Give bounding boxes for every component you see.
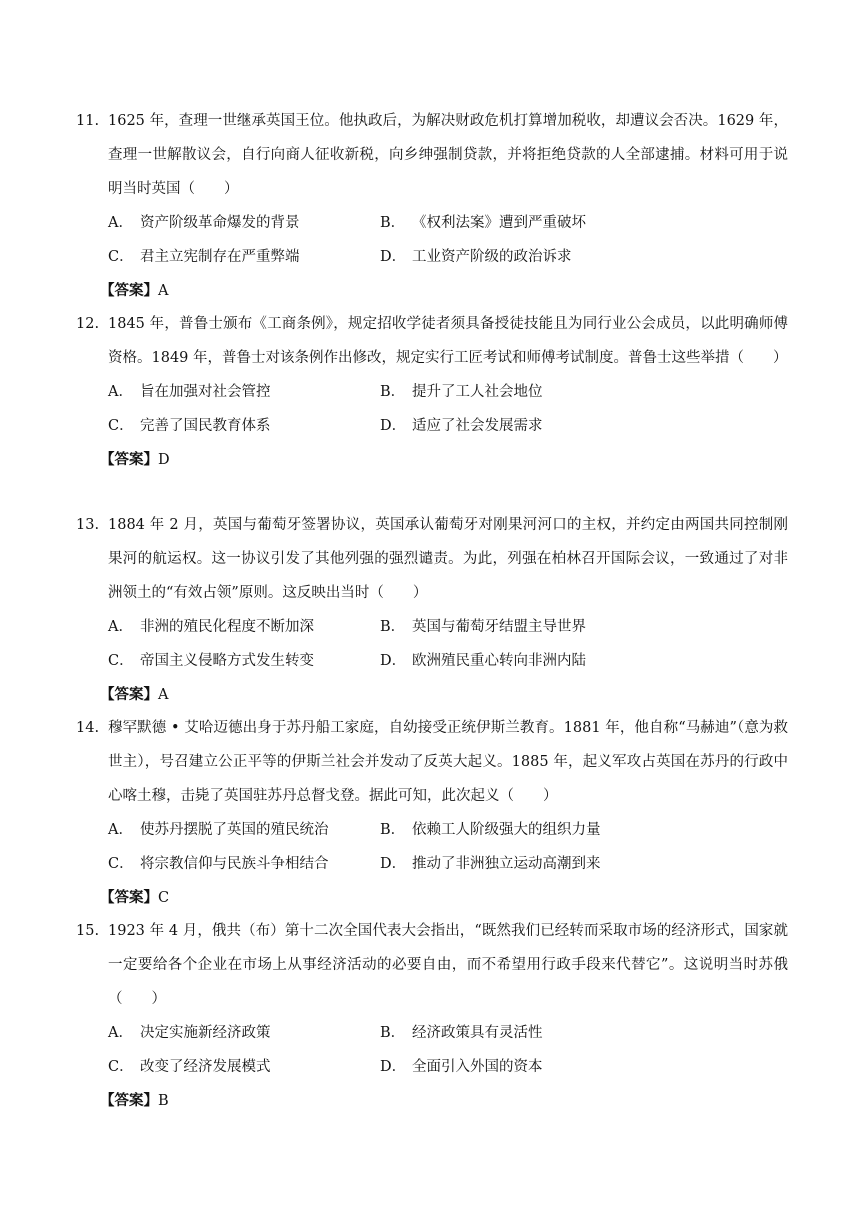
question-stem [76,914,788,1016]
option-letter: C． [108,418,134,434]
question-text: 穆罕默德 • 艾哈迈德出身于苏丹船工家庭，自幼接受正统伊斯兰教育。1881 年，他自称“马赫迪”（意为救世主），号召建立公正平等的伊斯兰社会并发动了反英大起义。1885 年，起义军攻占英国在苏丹的行政中心喀土穆，击毙了英国驻苏丹总督戈登。据此可知，此次起义（ ） [108,720,788,804]
question-stem [76,307,788,375]
options [76,1016,788,1084]
option-letter: C． [108,1059,134,1075]
answer-label: 【答案】 [100,452,158,468]
question-number: 14. [76,720,100,736]
option-letter: A． [108,822,133,838]
option-letter: A． [108,619,133,635]
option-d [380,240,652,274]
option-text: 改变了经济发展模式 [140,1059,271,1075]
question-text: 1923 年 4 月，俄共（布）第十二次全国代表大会指出，“既然我们已经转而采取市场的经济形式，国家就一定要给各个企业在市场上从事经济活动的必要自由，而不希望用行政手段来代替它”。这说明当时苏俄（ ） [108,923,788,1007]
option-text: 帝国主义侵略方式发生转变 [140,653,314,669]
option-d [380,847,652,881]
option-b [380,813,652,847]
option-row [108,1016,788,1050]
answer-label: 【答案】 [100,890,158,906]
option-text: 英国与葡萄牙结盟主导世界 [412,619,586,635]
question-number: 15. [76,923,100,939]
question-13 [76,508,788,712]
option-letter: B． [380,1025,406,1041]
options [76,375,788,443]
answer-line [76,678,788,712]
option-letter: D． [380,1059,407,1075]
option-letter: C． [108,856,134,872]
answer-line [76,443,788,477]
option-letter: D． [380,249,407,265]
answer-line [76,274,788,308]
option-text: 将宗教信仰与民族斗争相结合 [140,856,329,872]
option-text: 推动了非洲独立运动高潮到来 [412,856,601,872]
option-letter: D． [380,856,407,872]
question-stem [76,104,788,206]
option-text: 完善了国民教育体系 [140,418,271,434]
option-a [108,375,380,409]
question-11 [76,104,788,308]
option-a [108,206,380,240]
question-12 [76,307,788,477]
option-letter: B． [380,619,406,635]
answer-value: C [158,890,170,906]
option-text: 工业资产阶级的政治诉求 [412,249,572,265]
question-15 [76,914,788,1118]
option-letter: A． [108,384,133,400]
answer-label: 【答案】 [100,687,158,703]
option-letter: B． [380,215,406,231]
option-a [108,610,380,644]
option-row [108,644,788,678]
options [76,610,788,678]
question-stem [76,508,788,610]
option-row [108,206,788,240]
options [76,206,788,274]
option-a [108,1016,380,1050]
option-text: 依赖工人阶级强大的组织力量 [412,822,601,838]
option-c [108,240,380,274]
option-letter: C． [108,249,134,265]
option-row [108,1050,788,1084]
option-b [380,206,652,240]
option-text: 《权利法案》遭到严重破坏 [412,215,586,231]
answer-value: B [158,1093,169,1109]
option-c [108,1050,380,1084]
option-row [108,409,788,443]
option-row [108,610,788,644]
option-c [108,409,380,443]
option-text: 欧洲殖民重心转向非洲内陆 [412,653,586,669]
answer-line [76,1084,788,1118]
question-14 [76,711,788,915]
option-b [380,375,652,409]
option-text: 经济政策具有灵活性 [412,1025,543,1041]
option-letter: A． [108,1025,133,1041]
option-b [380,1016,652,1050]
option-letter: D． [380,653,407,669]
question-number: 11. [76,113,100,129]
answer-value: A [158,283,169,299]
option-letter: A． [108,215,133,231]
option-text: 旨在加强对社会管控 [140,384,271,400]
option-text: 使苏丹摆脱了英国的殖民统治 [140,822,329,838]
question-stem [76,711,788,813]
answer-label: 【答案】 [100,283,158,299]
question-text: 1845 年，普鲁士颁布《工商条例》，规定招收学徒者须具备授徒技能且为同行业公会成员，以此明确师傅资格。1849 年，普鲁士对该条例作出修改，规定实行工匠考试和师傅考试制度。普鲁士这些举措（ ） [108,316,788,366]
question-text: 1884 年 2 月，英国与葡萄牙签署协议，英国承认葡萄牙对刚果河河口的主权，并约定由两国共同控制刚果河的航运权。这一协议引发了其他列强的强烈谴责。为此，列强在柏林召开国际会议，一致通过了对非洲领土的“有效占领”原则。这反映出当时（ ） [108,517,788,601]
option-d [380,1050,652,1084]
question-number: 12. [76,316,100,332]
option-letter: C． [108,653,134,669]
option-text: 全面引入外国的资本 [412,1059,543,1075]
option-row [108,847,788,881]
option-d [380,644,652,678]
answer-value: D [158,452,170,468]
option-text: 非洲的殖民化程度不断加深 [140,619,314,635]
option-row [108,240,788,274]
option-text: 资产阶级革命爆发的背景 [140,215,300,231]
option-a [108,813,380,847]
option-letter: B． [380,384,406,400]
question-number: 13. [76,517,100,533]
options [76,813,788,881]
answer-label: 【答案】 [100,1093,158,1109]
answer-value: A [158,687,169,703]
option-c [108,847,380,881]
option-row [108,375,788,409]
option-b [380,610,652,644]
option-text: 适应了社会发展需求 [412,418,543,434]
option-text: 君主立宪制存在严重弊端 [140,249,300,265]
option-row [108,813,788,847]
option-letter: D． [380,418,407,434]
option-text: 决定实施新经济政策 [140,1025,271,1041]
option-d [380,409,652,443]
answer-line [76,881,788,915]
option-c [108,644,380,678]
option-text: 提升了工人社会地位 [412,384,543,400]
option-letter: B． [380,822,406,838]
question-text: 1625 年，查理一世继承英国王位。他执政后，为解决财政危机打算增加税收，却遭议会否决。1629 年，查理一世解散议会，自行向商人征收新税，向乡绅强制贷款，并将拒绝贷款的人全部逮捕。材料可用于说明当时英国（ ） [108,113,788,197]
